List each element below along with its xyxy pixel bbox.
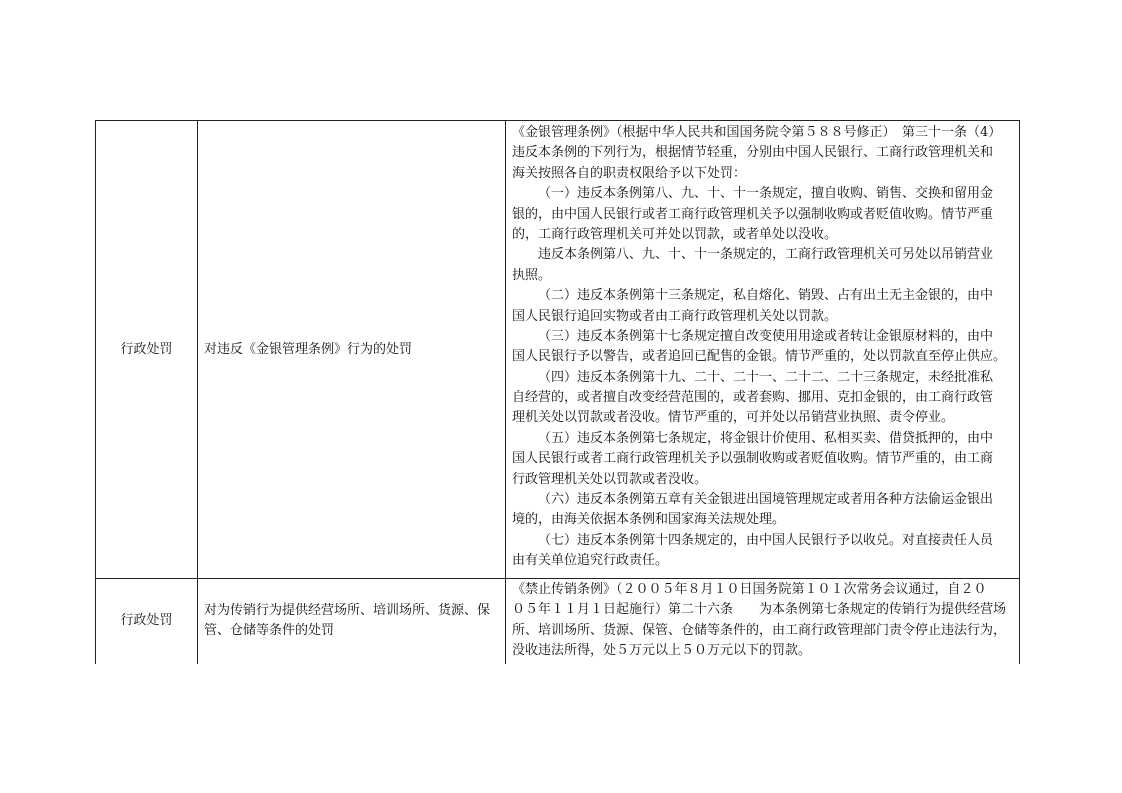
row-2-category-text: 行政处罚 — [120, 613, 173, 628]
basis-line: 由有关单位追究行政责任。 — [512, 553, 669, 569]
row-1-item — [204, 121, 502, 578]
row-1-category-text: 行政处罚 — [120, 341, 173, 357]
row-2-basis — [512, 580, 1016, 662]
basis-line: 《金银管理条例》（根据中华人民共和国国务院令第５８８号修正） 第三十一条（4） — [512, 125, 1002, 140]
basis-line: （四）违反本条例第十九、二十、二十一、二十二、二十三条规定，未经批准私 — [538, 369, 994, 385]
basis-line: 国人民银行追回实物或者由工商行政管理机关处以罚款。 — [512, 308, 838, 324]
basis-line: （二）违反本条例第十三条规定，私自熔化、销毁、占有出土无主金银的，由中 — [538, 288, 994, 304]
row-2-category — [96, 579, 197, 663]
basis-line: （三）违反本条例第十七条规定擅自改变使用用途或者转让金银原材料的，由中 — [538, 328, 994, 344]
basis-line: 国人民银行或者工商行政管理机关予以强制收购或者贬值收购。情节严重的，由工商 — [512, 451, 994, 467]
basis-line: 银的，由中国人民银行或者工商行政管理机关予以强制收购或者贬值收购。情节严重 — [512, 206, 994, 222]
basis-line: 违反本条例的下列行为，根据情节轻重，分别由中国人民银行、工商行政管理机关和 — [512, 145, 994, 161]
basis-line: 国人民银行予以警告，或者追回已配售的金银。情节严重的，处以罚款直至停止供应。 — [512, 349, 1007, 365]
row-1-item-text: 对违反《金银管理条例》行为的处罚 — [204, 341, 413, 357]
basis-line: ０５年１１月１日起施行）第二十六条 为本条例第七条规定的传销行为提供经营场 — [512, 602, 1007, 618]
basis-line: （七）违反本条例第十四条规定的，由中国人民银行予以收兑。对直接责任人员 — [538, 532, 994, 548]
table-right-border — [1019, 120, 1020, 664]
basis-line: 没收违法所得，处５万元以上５０万元以下的罚款。 — [512, 643, 812, 659]
basis-line: 执照。 — [512, 267, 552, 283]
basis-line: （五）违反本条例第七条规定，将金银计价使用、私相买卖、借贷抵押的，由中 — [538, 430, 994, 446]
basis-line: 《禁止传销条例》（２００５年８月１０日国务院第１０１次常务会议通过，自２０ — [512, 582, 987, 597]
row-1-category — [96, 121, 197, 578]
basis-line: 海关按照各自的职责权限给予以下处罚： — [512, 165, 747, 181]
row-2-item-line: 管、仓储等条件的处罚 — [204, 623, 335, 638]
row-2-item-line: 对为传销行为提供经营场所、培训场所、货源、保 — [204, 603, 491, 618]
basis-line: 所、培训场所、货源、保管、仓储等条件的，由工商行政管理部门责令停止违法行为， — [512, 622, 1007, 638]
basis-line: 境的，由海关依据本条例和国家海关法规处理。 — [512, 512, 786, 528]
row-1-basis — [512, 123, 1016, 572]
basis-line: （六）违反本条例第五章有关金银进出国境管理规定或者用各种方法偷运金银出 — [538, 492, 994, 508]
column-divider-2 — [505, 120, 506, 664]
row-2-item — [204, 579, 502, 663]
basis-line: 自经营的，或者擅自改变经营范围的，或者套购、挪用、克扣金银的，由工商行政管 — [512, 390, 994, 406]
basis-line: 理机关处以罚款或者没收。情节严重的，可并处以吊销营业执照、责令停业。 — [512, 410, 955, 426]
column-divider-1 — [197, 120, 198, 664]
basis-line: 违反本条例第八、九、十、十一条规定的，工商行政管理机关可另处以吊销营业 — [538, 247, 994, 263]
basis-line: （一）违反本条例第八、九、十、十一条规定，擅自收购、销售、交换和留用金 — [538, 186, 994, 202]
basis-line: 行政管理机关处以罚款或者没收。 — [512, 471, 708, 487]
basis-line: 的，工商行政管理机关可并处以罚款，或者单处以没收。 — [512, 226, 838, 242]
